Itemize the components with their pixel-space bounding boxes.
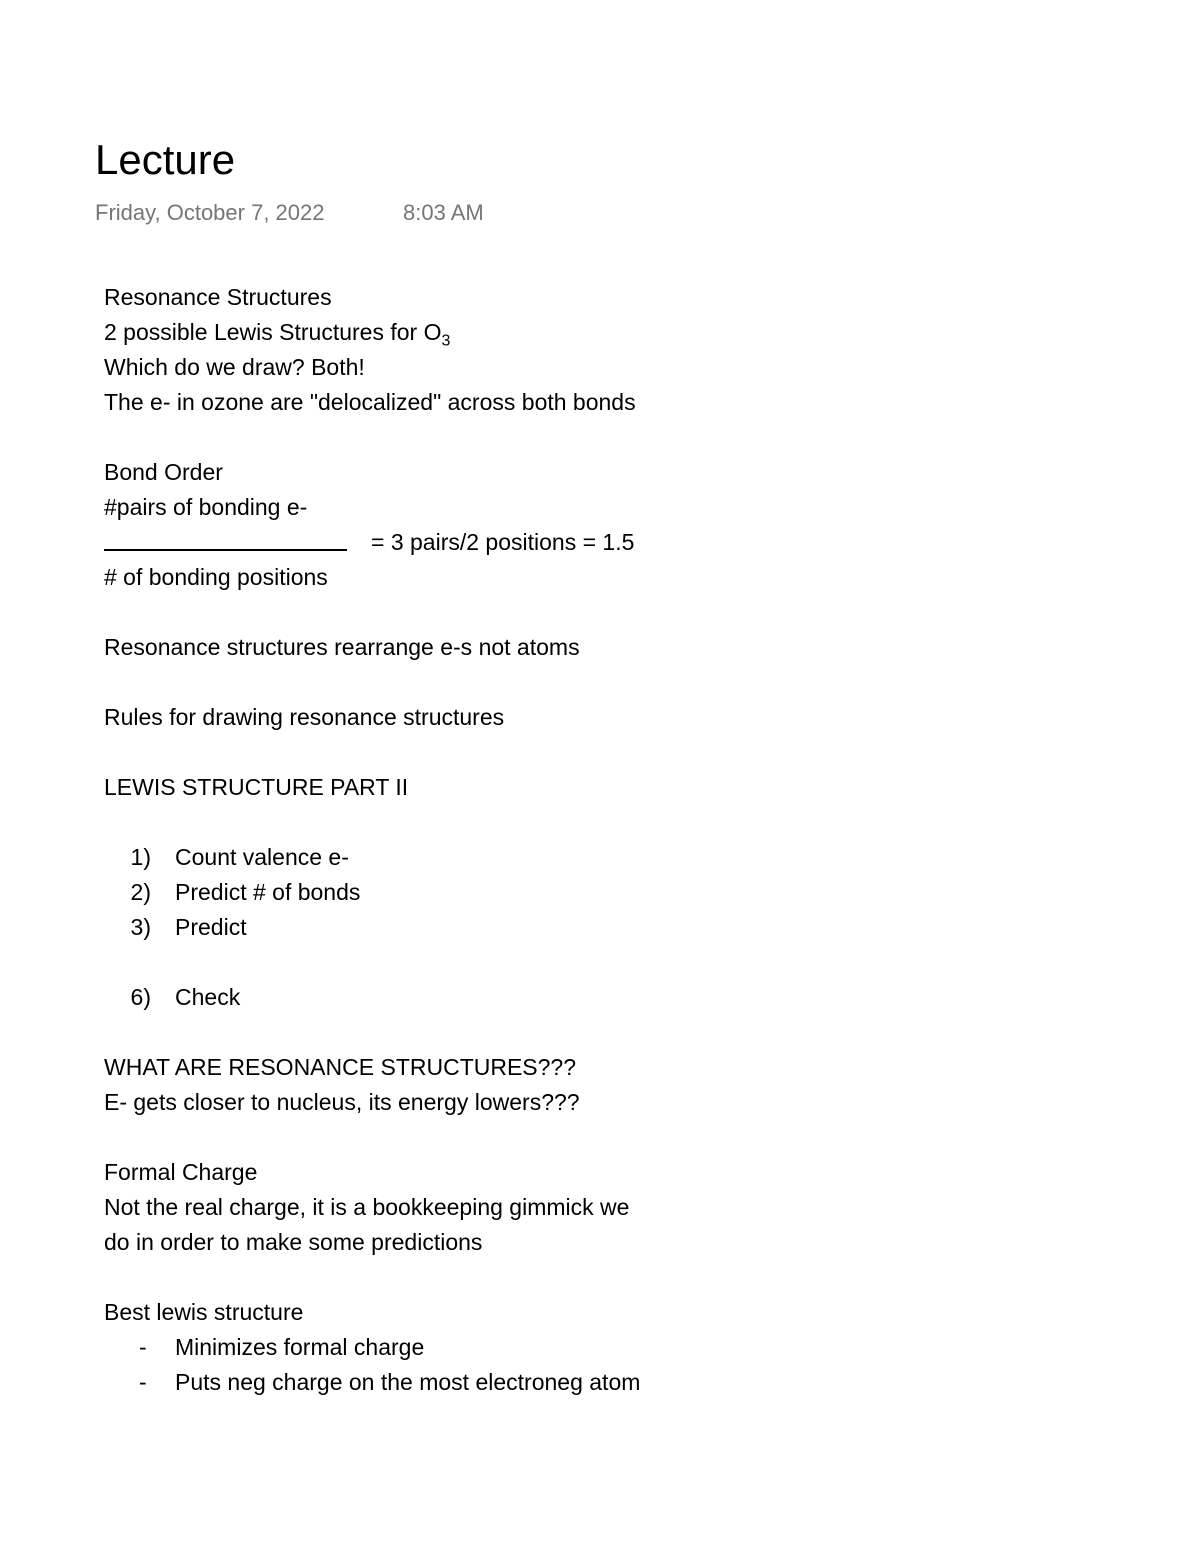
rearrange-line: Resonance structures rearrange e-s not atoms bbox=[104, 634, 580, 660]
note-body bbox=[104, 280, 1104, 1400]
list-marker: 2) bbox=[130, 879, 151, 905]
rules-line: Rules for drawing resonance structures bbox=[104, 704, 505, 730]
list-item bbox=[104, 840, 1104, 875]
formal-charge-line-1: Not the real charge, it is a bookkeeping gimmick we bbox=[104, 1194, 630, 1220]
bullet-marker: - bbox=[139, 1369, 147, 1395]
formal-charge-line-2: do in order to make some predictions bbox=[104, 1229, 483, 1255]
resonance-line-2: Which do we draw? Both! bbox=[104, 354, 365, 380]
list-marker: 6) bbox=[130, 984, 151, 1010]
resonance-heading: Resonance Structures bbox=[104, 284, 332, 310]
list-item bbox=[104, 910, 1104, 945]
bond-order-numerator: #pairs of bonding e- bbox=[104, 494, 308, 520]
note-time: 8:03 AM bbox=[403, 200, 484, 225]
bullet-text: Puts neg charge on the most electroneg atom bbox=[175, 1369, 641, 1395]
bullet-text: Minimizes formal charge bbox=[175, 1334, 425, 1360]
bond-order-fraction bbox=[104, 525, 1104, 560]
list-text: Check bbox=[175, 984, 241, 1010]
subscript-3: 3 bbox=[441, 332, 451, 350]
list-item bbox=[104, 1330, 1104, 1365]
bullet-marker: - bbox=[139, 1334, 147, 1360]
list-item bbox=[104, 875, 1104, 910]
what-are-line: E- gets closer to nucleus, its energy lowers??? bbox=[104, 1089, 580, 1115]
page-title: Lecture bbox=[95, 136, 236, 183]
resonance-line-3: The e- in ozone are "delocalized" across both bonds bbox=[104, 389, 636, 415]
list-item bbox=[104, 980, 1104, 1015]
what-are-heading: WHAT ARE RESONANCE STRUCTURES??? bbox=[104, 1054, 577, 1080]
list-item bbox=[104, 1365, 1104, 1400]
resonance-line-1: 2 possible Lewis Structures for $O_3$ bbox=[104, 319, 451, 350]
list-text: Count valence e- bbox=[175, 844, 349, 870]
lewis-part2-heading: LEWIS STRUCTURE PART II bbox=[104, 774, 409, 800]
list-marker: 3) bbox=[130, 914, 151, 940]
list-text: Predict # of bonds bbox=[175, 879, 361, 905]
fraction-bar bbox=[104, 549, 347, 551]
list-marker: 1) bbox=[130, 844, 151, 870]
list-text: Predict bbox=[175, 914, 247, 940]
formal-charge-heading: Formal Charge bbox=[104, 1159, 258, 1185]
note-date: Friday, October 7, 2022 bbox=[95, 200, 325, 225]
bond-order-equation: = 3 pairs/2 positions = 1.5 bbox=[371, 529, 635, 555]
best-lewis-heading: Best lewis structure bbox=[104, 1299, 304, 1325]
bond-order-denominator: # of bonding positions bbox=[104, 564, 328, 590]
bond-order-heading: Bond Order bbox=[104, 459, 223, 485]
